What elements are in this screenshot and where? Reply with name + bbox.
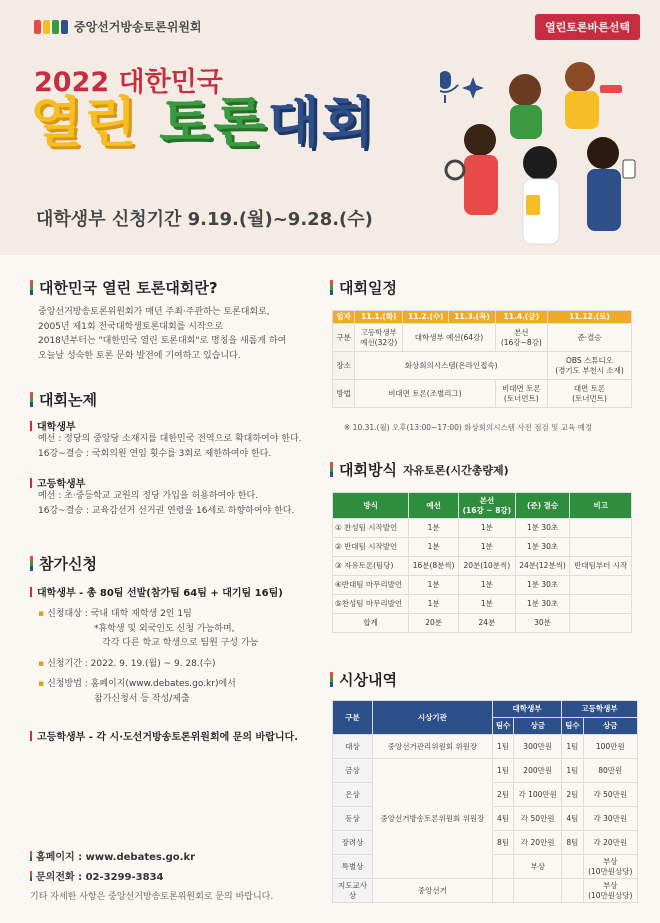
table-cell: 각 30만원: [583, 807, 637, 831]
table-cell: 부상: [514, 855, 562, 879]
table-cell: 중앙선거관리위원회 위원장: [373, 735, 493, 759]
table-cell: ④반대팀 마무리발언: [333, 576, 409, 595]
heading-bar-icon: [330, 280, 333, 295]
topic-line: 16강~결승 : 교육감선거 선거권 연령을 16세로 하향하여야 한다.: [38, 505, 295, 516]
hero-banner: [0, 0, 660, 255]
format-heading-sub: 자유토론(시간총량제): [402, 463, 509, 477]
table-cell: 중앙선거방송토론위원회 위원장: [373, 759, 493, 879]
heading-bar-icon: [330, 462, 333, 477]
table-cell: 20분(10분씩): [459, 557, 516, 576]
table-cell: 본선 (16강~8강): [495, 324, 547, 352]
table-cell: 각 50만원: [514, 807, 562, 831]
about-heading-text: 대한민국 열린 토론대회란?: [39, 279, 218, 297]
homepage-link[interactable]: 홈페이지 : www.debates.go.kr: [36, 852, 196, 863]
table-cell: [492, 855, 513, 879]
table-cell: 80만원: [583, 759, 637, 783]
table-cell: 지도교사상: [333, 879, 373, 903]
table-cell: 비대면 토론(조별리그): [355, 380, 495, 408]
table-cell: 1분 30초: [515, 595, 570, 614]
topics-univ-title: 대학생부: [30, 418, 76, 433]
table-row: [333, 311, 632, 324]
table-cell: 대상: [333, 735, 373, 759]
heading-bar-icon: [30, 280, 33, 295]
apply-high-title: 고등학생부 - 각 시·도선거방송토론위원회에 문의 바랍니다.: [30, 728, 298, 743]
table-cell: 부상 (10만원상당): [583, 855, 637, 879]
table-cell: 1팀: [562, 759, 583, 783]
table-cell: 1분 30초: [515, 538, 570, 557]
table-cell: 24분: [459, 614, 516, 633]
table-cell: 30분: [515, 614, 570, 633]
content-area: [0, 255, 660, 923]
awards-heading-text: 시상내역: [339, 671, 397, 689]
table-header-cell: 시상기관: [373, 701, 493, 735]
table-cell: 8팀: [562, 831, 583, 855]
table-cell: 20분: [409, 614, 459, 633]
format-table: [332, 492, 632, 633]
table-cell: 1분: [459, 519, 516, 538]
apply-period: ▪ 신청기간 : 2022. 9. 19.(월) ~ 9. 28.(수): [38, 657, 258, 672]
table-cell: [570, 614, 632, 633]
org-name: 중앙선거방송토론위원회: [74, 20, 202, 34]
table-cell: 은상: [333, 783, 373, 807]
about-heading: [30, 277, 218, 298]
about-text: [38, 305, 286, 363]
table-cell: 각 100만원: [514, 783, 562, 807]
table-cell: 1분: [409, 595, 459, 614]
table-header-cell: 상금: [514, 718, 562, 735]
table-row: [333, 701, 638, 718]
table-cell: 1분 30초: [515, 576, 570, 595]
table-cell: 1팀: [562, 735, 583, 759]
table-cell: 고등학생부 예선(32강): [355, 324, 403, 352]
table-cell: 4팀: [492, 807, 513, 831]
table-cell: OBS 스튜디오 (경기도 부천시 소재): [548, 352, 632, 380]
homepage-line: [30, 848, 195, 863]
heading-bar-icon: [30, 851, 32, 861]
table-cell: 대면 토론 (토너먼트): [548, 380, 632, 408]
table-cell: ① 찬성팀 시작발언: [333, 519, 409, 538]
table-cell: ③ 자유토론(팀당): [333, 557, 409, 576]
table-header-cell: 고등학생부: [562, 701, 638, 718]
table-cell: 200만원: [514, 759, 562, 783]
year-line: 2022 대한민국: [34, 67, 223, 98]
title-part-c: 대회: [267, 91, 376, 154]
apply-target: ▪ 신청대상 : 국내 대학 재학생 2인 1팀: [38, 607, 258, 622]
table-row: [333, 759, 638, 783]
heading-bar-icon: [30, 871, 32, 881]
table-cell: [562, 879, 583, 903]
table-cell: 각 50만원: [583, 783, 637, 807]
about-line: 중앙선거방송토론위원회가 매년 주최·주관하는 토론대회로,: [38, 307, 270, 317]
table-cell: 방법: [333, 380, 355, 408]
debaters-illustration: [440, 45, 645, 250]
table-cell: [570, 538, 632, 557]
about-line: 2018년부터는 "대한민국 열린 토론대회"로 명칭을 새롭게 하여: [38, 336, 287, 346]
table-cell: ⑤찬성팀 마무리발언: [333, 595, 409, 614]
table-row: [333, 595, 632, 614]
table-cell: [570, 595, 632, 614]
table-header-cell: 구분: [333, 701, 373, 735]
main-title: [30, 91, 376, 154]
format-heading: [330, 459, 509, 480]
table-cell: 1분: [459, 595, 516, 614]
table-header-cell: 대학생부: [492, 701, 561, 718]
table-cell: 대학생부 예선(64강): [403, 324, 495, 352]
table-cell: 8팀: [492, 831, 513, 855]
table-row: [333, 538, 632, 557]
table-row: [333, 614, 632, 633]
table-header-cell: 예선: [409, 493, 459, 519]
table-cell: 24분(12분씩): [515, 557, 570, 576]
table-row: [333, 557, 632, 576]
table-cell: 1분: [409, 519, 459, 538]
table-cell: 각 20만원: [583, 831, 637, 855]
table-header-cell: (준) 결승: [515, 493, 570, 519]
table-cell: 16분(8분씩): [409, 557, 459, 576]
table-cell: 1분: [409, 576, 459, 595]
table-cell: [562, 855, 583, 879]
table-header-cell: 11.2.(수): [403, 311, 449, 324]
table-cell: 부상 (10만원상당): [583, 879, 637, 903]
schedule-note: ※ 10.31.(월) 오후(13:00~17:00) 화상회의시스템 사전 점검 및 교육 예정: [344, 423, 593, 432]
table-cell: ② 반대팀 시작발언: [333, 538, 409, 557]
title-part-a: 열린: [30, 91, 139, 154]
table-cell: [570, 576, 632, 595]
table-header-cell: 팀수: [562, 718, 583, 735]
apply-method-note: 참가신청서 등 작성/제출: [94, 693, 190, 704]
table-cell: 각 20만원: [514, 831, 562, 855]
table-header-cell: 비고: [570, 493, 632, 519]
topics-high-text: [38, 489, 294, 518]
apply-univ-title: 대학생부 - 총 80팀 선발(참가팀 64팀 + 대기팀 16팀): [30, 584, 283, 599]
table-cell: 금상: [333, 759, 373, 783]
table-row: [333, 576, 632, 595]
heading-bar-icon: [30, 392, 33, 407]
table-row: [333, 380, 632, 408]
topic-line: 예선 : 정당의 중앙당 소재지를 대한민국 전역으로 확대하여야 한다.: [38, 434, 302, 444]
about-line: 2005년 제1회 전국대학생토론대회를 시작으로: [38, 321, 224, 332]
table-row: [333, 324, 632, 352]
table-row: [333, 352, 632, 380]
table-row: [333, 879, 638, 903]
topic-line: 예선 : 초·중등학교 교원의 정당 가입을 허용하여야 한다.: [38, 491, 259, 501]
table-cell: 구분: [333, 324, 355, 352]
table-header-cell: 11.4.(금): [495, 311, 547, 324]
table-cell: 특별상: [333, 855, 373, 879]
apply-heading: [30, 553, 97, 574]
format-heading-text: 대회방식: [339, 461, 397, 479]
topics-high-title: 고등학생부: [30, 475, 85, 490]
topics-univ-text: [38, 432, 302, 461]
schedule-table: [332, 310, 632, 408]
table-row: [333, 519, 632, 538]
table-cell: 반대팀부터 시작: [570, 557, 632, 576]
table-cell: 2팀: [562, 783, 583, 807]
table-cell: 2팀: [492, 783, 513, 807]
table-cell: 중앙선거: [373, 879, 493, 903]
table-cell: 1분: [459, 538, 516, 557]
awards-heading: [330, 669, 397, 690]
about-line: 오늘날 성숙한 토론 문화 발전에 기여하고 있습니다.: [38, 350, 241, 361]
table-header-cell: 11.12.(토): [548, 311, 632, 324]
table-cell: 동상: [333, 807, 373, 831]
table-row: [333, 735, 638, 759]
table-header-cell: 팀수: [492, 718, 513, 735]
table-cell: 1분: [409, 538, 459, 557]
table-cell: [514, 879, 562, 903]
table-cell: 합계: [333, 614, 409, 633]
apply-method: ▪ 신청방법 : 홈페이지(www.debates.go.kr)에서: [38, 677, 258, 692]
table-header-cell: 본선 (16강 ~ 8강): [459, 493, 516, 519]
phone-line: [30, 868, 163, 883]
table-cell: 화상회의시스템(온라인접속): [355, 352, 548, 380]
table-header-cell: 11.1.(화): [355, 311, 403, 324]
table-header-cell: 11.3.(목): [449, 311, 495, 324]
org-logo: [34, 18, 202, 35]
table-cell: 100만원: [583, 735, 637, 759]
application-period: 대학생부 신청기간 9.19.(월)~9.28.(수): [36, 209, 373, 230]
heading-bar-icon: [30, 556, 33, 571]
phone-number: 문의전화 : 02-3299-3834: [36, 872, 164, 883]
apply-target-note: 각각 다른 학교 학생으로 팀원 구성 가능: [102, 638, 259, 648]
table-cell: 준·결승: [548, 324, 632, 352]
apply-details: [38, 607, 258, 706]
table-cell: 1팀: [492, 759, 513, 783]
table-cell: 1팀: [492, 735, 513, 759]
schedule-heading-text: 대회일정: [339, 279, 397, 297]
table-cell: 1분 30초: [515, 519, 570, 538]
org-logo-icon: [34, 20, 68, 34]
table-cell: 1분: [459, 576, 516, 595]
table-header-cell: 방식: [333, 493, 409, 519]
schedule-heading: [330, 277, 397, 298]
topics-heading-text: 대회논제: [39, 391, 97, 409]
table-cell: [492, 879, 513, 903]
table-cell: 300만원: [514, 735, 562, 759]
apply-target-note: *휴학생 및 외국인도 신청 가능하며,: [94, 623, 235, 634]
footer-note: 기타 자세한 사항은 중앙선거방송토론위원회로 문의 바랍니다.: [30, 892, 274, 902]
table-cell: 장소: [333, 352, 355, 380]
table-cell: 비대면 토론 (토너먼트): [495, 380, 547, 408]
table-header-cell: 일자: [333, 311, 355, 324]
title-part-b: 토론: [159, 91, 268, 154]
table-header-cell: 상금: [583, 718, 637, 735]
slogan-badge: 열린토론바른선택: [535, 14, 640, 40]
heading-bar-icon: [330, 672, 333, 687]
topics-heading: [30, 389, 97, 410]
apply-heading-text: 참가신청: [39, 555, 97, 573]
table-cell: 4팀: [562, 807, 583, 831]
topic-line: 16강~결승 : 국회의원 연임 횟수를 3회로 제한하여야 한다.: [38, 448, 272, 459]
table-cell: 장려상: [333, 831, 373, 855]
table-cell: [570, 519, 632, 538]
awards-table: [332, 700, 638, 903]
table-row: [333, 493, 632, 519]
